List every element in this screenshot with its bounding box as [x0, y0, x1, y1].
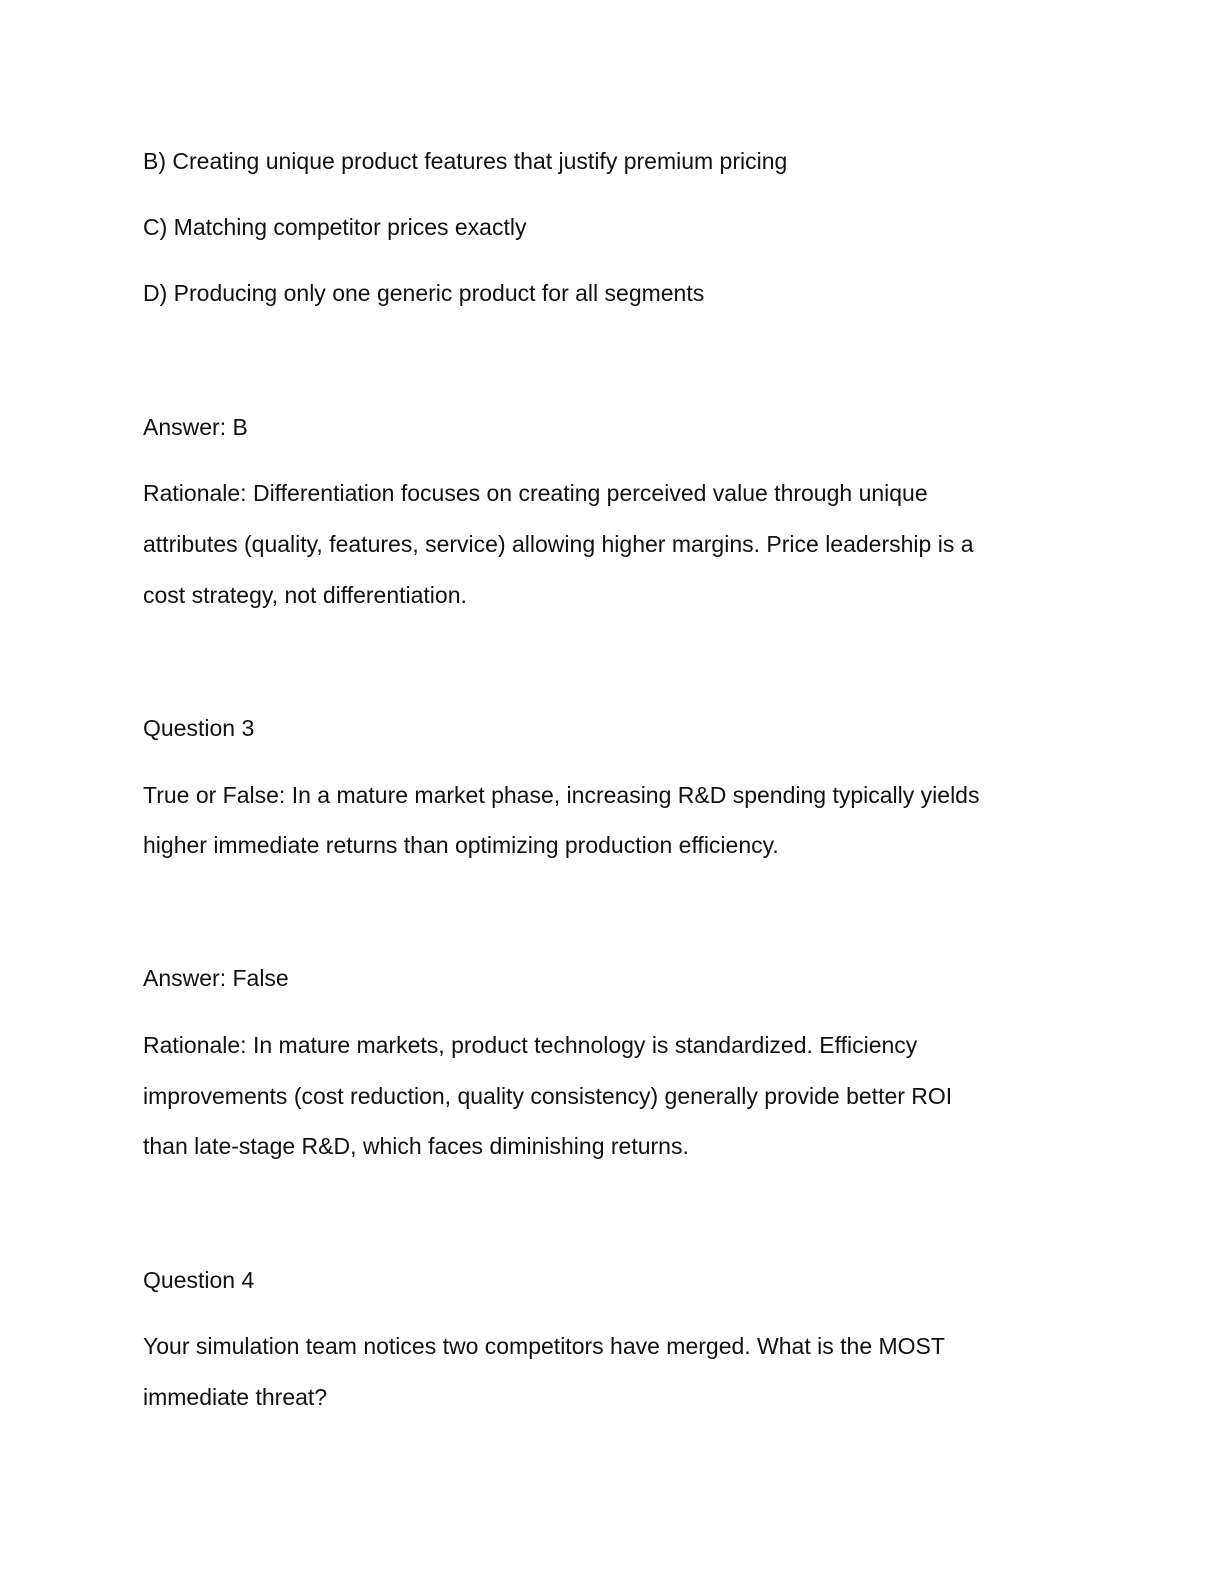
question-3-answer: Answer: False — [143, 965, 289, 991]
question-2-rationale-line: Rationale: Differentiation focuses on creating perceived value through unique — [143, 480, 928, 506]
question-3-heading: Question 3 — [143, 715, 255, 741]
option-d: D) Producing only one generic product for all segments — [143, 280, 705, 306]
question-2-rationale-line: attributes (quality, features, service) allowing higher margins. Price leadership is a — [143, 531, 974, 557]
option-c: C) Matching competitor prices exactly — [143, 214, 527, 240]
question-3-prompt-line: higher immediate returns than optimizing production efficiency. — [143, 832, 779, 858]
question-2-rationale-line: cost strategy, not differentiation. — [143, 582, 467, 608]
question-3-prompt-line: True or False: In a mature market phase, increasing R&D spending typically yields — [143, 782, 980, 808]
question-4-heading: Question 4 — [143, 1267, 255, 1293]
question-4-prompt-line: immediate threat? — [143, 1384, 328, 1410]
question-2-answer: Answer: B — [143, 414, 248, 440]
question-3-rationale-line: Rationale: In mature markets, product technology is standardized. Efficiency — [143, 1032, 918, 1058]
option-b: B) Creating unique product features that justify premium pricing — [143, 148, 788, 174]
question-4-prompt-line: Your simulation team notices two competitors have merged. What is the MOST — [143, 1333, 945, 1359]
question-3-rationale-line: improvements (cost reduction, quality consistency) generally provide better ROI — [143, 1083, 953, 1109]
question-3-rationale-line: than late-stage R&D, which faces diminishing returns. — [143, 1133, 689, 1159]
